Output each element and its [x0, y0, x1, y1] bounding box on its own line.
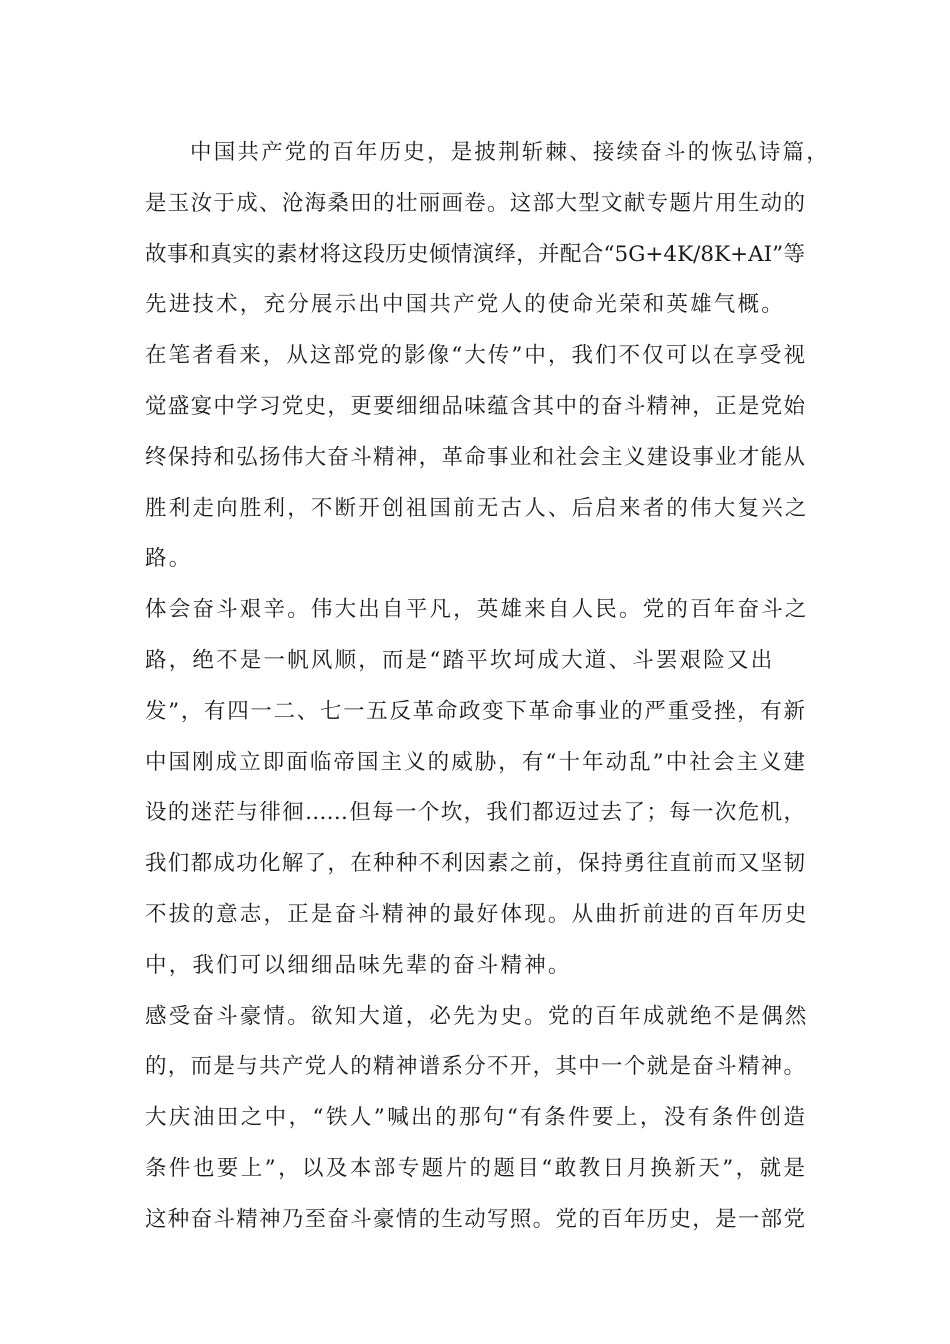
- text-line: 中国刚成立即面临帝国主义的威胁，有“十年动乱”中社会主义建: [145, 749, 805, 775]
- text-line: 不拔的意志，正是奋斗精神的最好体现。从曲折前进的百年历史: [145, 901, 809, 927]
- text-line: 故事和真实的素材将这段历史倾情演绎，并配合“5G+4K/8K+AI”等: [145, 241, 805, 267]
- text-line: 设的迷茫与徘徊……但每一个坎，我们都迈过去了；每一次危机，: [145, 800, 805, 826]
- text-line: 中，我们可以细细品味先辈的奋斗精神。: [145, 952, 572, 978]
- text-line: 觉盛宴中学习党史，更要细细品味蕴含其中的奋斗精神，正是党始: [145, 393, 805, 419]
- text-line: 发”，有四一二、七一五反革命政变下革命事业的严重受挫，有新: [145, 698, 805, 724]
- text-line: 胜利走向胜利，不断开创祖国前无古人、后启来者的伟大复兴之: [145, 495, 809, 521]
- text-line: 大庆油田之中，“铁人”喊出的那句“有条件要上，没有条件创造: [145, 1105, 805, 1131]
- text-line: 是玉汝于成、沧海桑田的壮丽画卷。这部大型文献专题片用生动的: [145, 190, 805, 216]
- text-line: 条件也要上”，以及本部专题片的题目“敢教日月换新天”，就是: [145, 1155, 805, 1181]
- text-line: 路，绝不是一帆风顺，而是“踏平坎坷成大道、斗罢艰险又出: [145, 647, 775, 673]
- text-line: 感受奋斗豪情。欲知大道，必先为史。党的百年成就绝不是偶然: [145, 1003, 809, 1029]
- text-line: 这种奋斗精神乃至奋斗豪情的生动写照。党的百年历史，是一部党: [145, 1206, 805, 1232]
- text-line: 体会奋斗艰辛。伟大出自平凡，英雄来自人民。党的百年奋斗之: [145, 597, 809, 623]
- text-line: 终保持和弘扬伟大奋斗精神，革命事业和社会主义建设事业才能从: [145, 444, 805, 470]
- text-line: 先进技术，充分展示出中国共产党人的使命光荣和英雄气概。: [145, 292, 785, 318]
- text-line: 路。: [145, 546, 193, 572]
- text-line: 我们都成功化解了，在种种不利因素之前，保持勇往直前而又坚韧: [145, 851, 805, 877]
- text-line: 在笔者看来，从这部党的影像“大传”中，我们不仅可以在享受视: [145, 343, 805, 369]
- text-line: 的，而是与共产党人的精神谱系分不开，其中一个就是奋斗精神。: [145, 1054, 805, 1080]
- text-line: 中国共产党的百年历史，是披荆斩棘、接续奋斗的恢弘诗篇，: [190, 140, 830, 165]
- body-text: [145, 128, 830, 1246]
